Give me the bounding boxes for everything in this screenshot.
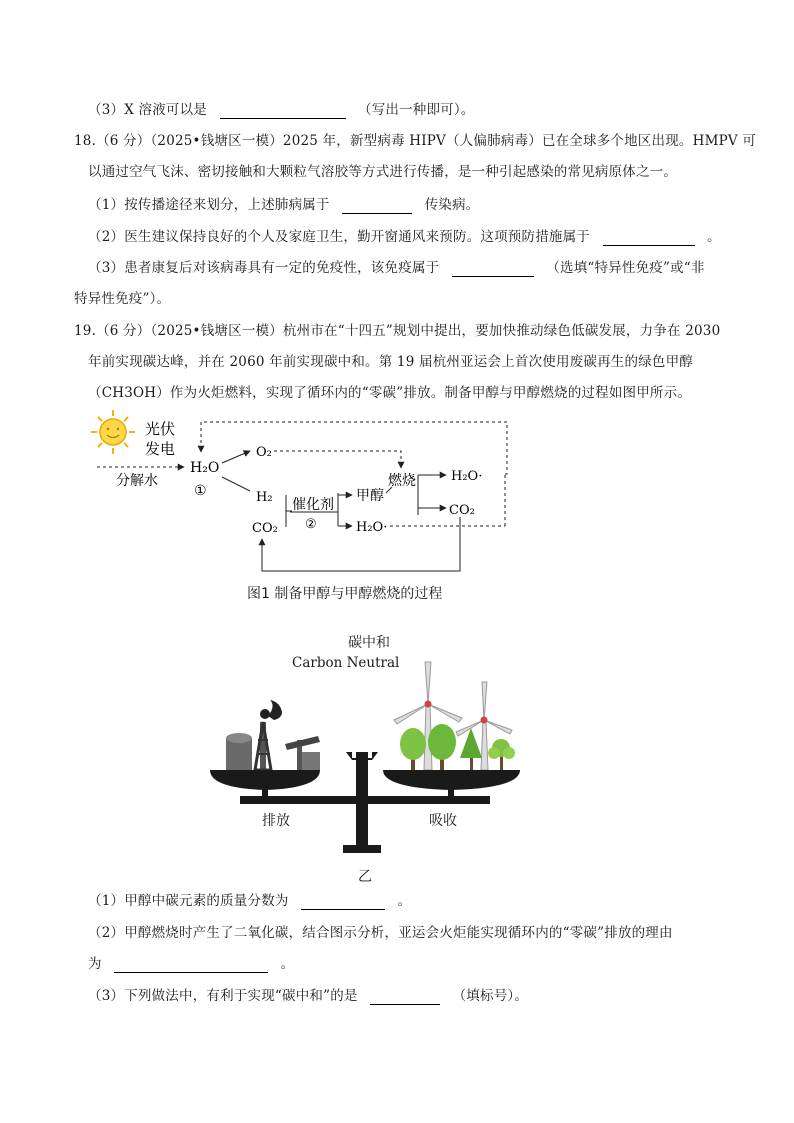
q18-part2-text: （2）医生建议保持良好的个人及家庭卫生，勤开窗通风来预防。这项预防措施属于 [88, 229, 590, 245]
methanol-process-diagram [0, 405, 794, 580]
q18-part1-suffix: 传染病。 [424, 197, 480, 213]
o2-node: O₂ [256, 445, 272, 460]
q19-part2-answer-blank[interactable] [114, 958, 268, 973]
split-water-label: 分解水 [116, 473, 158, 489]
q19-part1-text: （1）甲醇中碳元素的质量分数为 [88, 893, 289, 909]
carbon-neutral-balance-figure [0, 660, 794, 865]
q17-part3-answer-blank[interactable] [220, 104, 346, 119]
q19-stem-line1: 19.（6 分）（2025•钱塘区一模）杭州市在“十四五”规划中提出，要加快推动绿色低碳发展，力争在 2030 [74, 323, 721, 339]
figure1-caption: 图1 制备甲醇与甲醇燃烧的过程 [247, 586, 443, 602]
q18-part3-hint: （选填“特异性免疫”或“非 [546, 260, 705, 276]
circle-2-label: ② [305, 517, 317, 532]
pv-label-line2: 发电 [145, 440, 176, 458]
q18-part1 [88, 196, 480, 214]
q19-part3-answer-blank[interactable] [370, 990, 440, 1005]
burn-label: 燃烧 [388, 473, 416, 489]
q18-part3-answer-blank[interactable] [452, 262, 534, 277]
q19-part1-suffix: 。 [397, 893, 412, 909]
co2-burn-node: CO₂ [449, 503, 475, 518]
figure2-title-cn: 碳中和 [348, 635, 390, 651]
q19-part3 [88, 987, 528, 1005]
q18-part2-answer-blank[interactable] [603, 231, 695, 246]
q19-part1 [88, 892, 411, 910]
q18-stem-line2: 以通过空气飞沫、密切接触和大颗粒气溶胶等方式进行传播，是一种引起感染的常见病原体之一。 [88, 164, 678, 180]
q19-stem-line3: （CH3OH）作为火炬燃料，实现了循环内的“零碳”排放。制备甲醇与甲醇燃烧的过程如图甲所示。 [88, 385, 692, 401]
q17-part3-text: （3）X 溶液可以是 [88, 102, 207, 118]
q17-part3 [88, 101, 475, 119]
co2-input-node: CO₂ [252, 521, 278, 536]
h2o-node: H₂O [190, 460, 220, 476]
q18-part2-suffix: 。 [707, 229, 721, 245]
pv-label-line1: 光伏 [145, 420, 176, 438]
q18-part2 [88, 228, 721, 246]
q19-part2-suffix: 。 [280, 956, 295, 972]
q18-part3 [88, 259, 705, 277]
q19-part2-line1: （2）甲醇燃烧时产生了二氧化碳，结合图示分析，亚运会火炬能实现循环内的“零碳”排放的理由 [88, 925, 673, 941]
h2-node: H₂ [256, 490, 273, 505]
q18-part3-line2: 特异性免疫”）。 [74, 291, 171, 307]
h2o-product-node: H₂O· [356, 520, 388, 535]
q19-part2-line2 [88, 955, 294, 973]
factory-icon [226, 700, 320, 770]
circle-1-label: ① [194, 483, 207, 499]
q19-part2-text: 为 [88, 956, 102, 972]
q17-part3-hint: （写出一种即可）。 [358, 102, 475, 118]
figure2-right-label: 吸收 [429, 813, 457, 829]
q18-part3-text: （3）患者康复后对该病毒具有一定的免疫性，该免疫属于 [88, 260, 440, 276]
figure2-caption: 乙 [358, 869, 372, 885]
figure2-title-en: Carbon Neutral [292, 655, 400, 671]
sun-icon [91, 410, 135, 454]
figure2-left-label: 排放 [262, 813, 290, 829]
q19-part1-answer-blank[interactable] [301, 895, 385, 910]
q18-part1-text: （1）按传播途径来划分，上述肺病属于 [88, 197, 330, 213]
q18-part1-answer-blank[interactable] [342, 199, 412, 214]
h2o-burn-node: H₂O· [451, 469, 483, 484]
q19-part3-text: （3）下列做法中，有利于实现“碳中和”的是 [88, 988, 358, 1004]
q19-part3-hint: （填标号）。 [452, 988, 529, 1004]
methanol-node: 甲醇 [356, 488, 384, 504]
q19-stem-line2: 年前实现碳达峰，并在 2060 年前实现碳中和。第 19 届杭州亚运会上首次使用废碳再生的绿色甲醇 [88, 354, 693, 370]
catalyst-label: 催化剂 [292, 497, 334, 513]
q18-stem-line1: 18.（6 分）（2025•钱塘区一模）2025 年，新型病毒 HIPV（人偏肺病毒）已在全球多个地区出现。HMPV 可 [74, 133, 757, 149]
